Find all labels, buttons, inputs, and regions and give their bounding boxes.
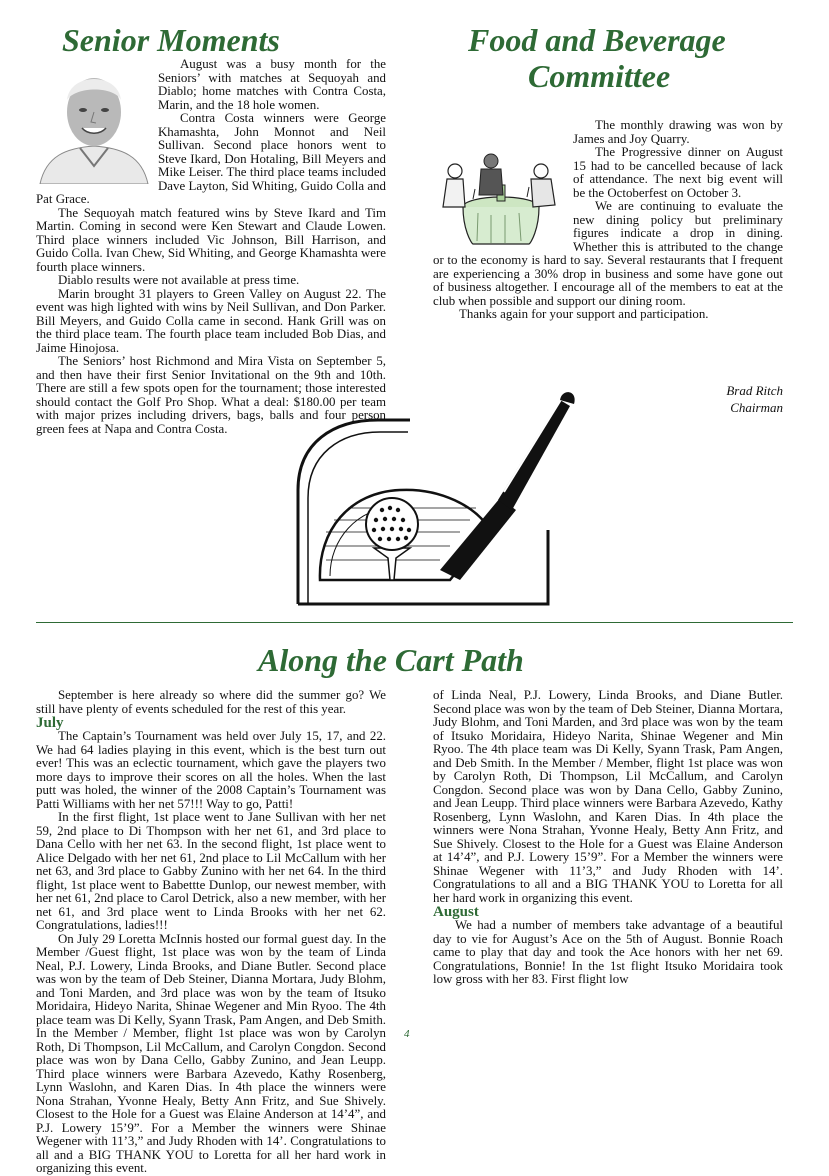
food-beverage-signature [603, 382, 783, 416]
paragraph: Contra Costa winners were George Khamashta, John Monnot and Neil Sullivan. Second place honors went to Steve Ikard, Don Hotaling, Bill Meyers and Mike Leiser. The third place teams included Dave Layton, Sid Whiting, Guido Colla and Pat Grace. [36, 111, 386, 206]
cart-path-intro: September is here already so where did the summer go? We still have plenty of events scheduled for the rest of this year. [36, 688, 386, 716]
food-beverage-article [433, 119, 783, 367]
paragraph: The Sequoyah match featured wins by Steve Ikard and Tim Martin. Coming in second were Ken Stewart and Claude Lowen. Third place winners included Vic Johnson, Bill Harrison, and Guido Colla. Ivan Chew, Sid Whiting, and George Khamashta were fourth place winners. [36, 205, 386, 274]
july-heading: July [36, 715, 64, 731]
paragraph: On July 29 Loretta McInnis hosted our formal guest day. In the Member /Guest flight, 1st place was won by the team of Linda Neal, P.J. Lowery, Linda Brooks, and Diane Butler. Second place was won by the team of Deb Steiner, Dianna Mortara, Judy Blohm, and Toni Marden, and 3rd place was won by the team of Itsuko Moridaira, Hideyo Narita, Shinae Wegener and Min Ryoo. The 4th place team was Di Kelly, Syann Trask, Pam Angen, and Deb Smith. In the Member / Member, flight 1st place was won by Carolyn Roth, Di Thompson, Lil McCallum, and Carolyn Congdon. Second place was won by Dana Cello, Gabby Zunino, and Jean Leupp. Third place winners were Barbara Azevedo, Kathy Rosenberg, Lynn Waslohn, and Karen Dias. In 4th place the winners were Nona Strahan, Yvonne Healy, Betty Ann Fritz, and Sue Shively. Closest to the Hole for a Guest was Elaine Anderson at 14’4”, and P.J. Lowery 15’9”. For a Member the winners were Shinae Wegener with 11’3,” and Judy Rhoden with 14’. Congratulations to all and a BIG THANK YOU to Loretta for all her hard work in organizing this event. [36, 931, 386, 1175]
signature-title: Chairman [730, 400, 783, 415]
august-heading: August [433, 904, 479, 920]
paragraph: The Seniors’ host Richmond and Mira Vista on September 5, and then have their first Senior Invitational on the 9th and 10th. There are still a few spots open for the tournament; those interested should contact the Golf Pro Shop. What a deal: $180.00 per team with major prizes including drivers, bags, balls and four person green fees at Napa and Contra Costa. [36, 354, 386, 436]
senior-moments-title: Senior Moments [62, 22, 280, 58]
golf-driver-illustration [290, 380, 580, 610]
paragraph: The Progressive dinner on August 15 had to be cancelled because of lack of attendance. The next big event will be the Octoberfest on October 3. [573, 145, 783, 200]
cart-path-title: Along the Cart Path [258, 642, 524, 678]
dinner-party-illustration [433, 149, 563, 245]
paragraph: Diablo results were not available at press time. [58, 273, 300, 287]
paragraph: August was a busy month for the Seniors’ with matches at Sequoyah and Diablo; home matches with Contra Costa, Marin, and the 18 hole women. [158, 57, 386, 112]
page-number: 4 [404, 1028, 410, 1040]
senior-portrait-photo [36, 60, 152, 184]
paragraph: of Linda Neal, P.J. Lowery, Linda Brooks, and Diane Butler. Second place was won by the team of Deb Steiner, Dianna Mortara, Judy Blohm, and Toni Marden, and 3rd place was won by the team of Itsuko Moridaira, Hideyo Narita, Shinae Wegener and Min Ryoo. The 4th place team was Di Kelly, Syann Trask, Pam Angen, and Deb Smith. In the Member / Member, flight 1st place was won by Carolyn Roth, Di Thompson, Lil McCallum, and Carolyn Congdon. Second place was won by Dana Cello, Gabby Zunino, and Jean Leupp. Third place winners were Barbara Azevedo, Kathy Rosenberg, Lynn Waslohn, and Karen Dias. In 4th place the winners were Nona Strahan, Yvonne Healy, Betty Ann Fritz, and Sue Shively. Closest to the Hole for a Guest was Elaine Anderson at 14’4”, and P.J. Lowery 15’9”. For a Member the winners were Shinae Wegener with 11’3,” and Judy Rhoden with 14’. Congratulations to all and a BIG THANK YOU to Loretta for all her hard work in organizing this event. [433, 688, 783, 905]
signature-name: Brad Ritch [726, 383, 783, 398]
paragraph: The Captain’s Tournament was held over July 15, 17, and 22. We had 64 ladies playing in this event, which is the best turn out ever! This was an eclectic tournament, which gave the players two more days to improve their scores on all the holes. When the last putt was holed, the winner of the 2008 Captain’s Tournament was Patti Williams with her net 57!!! Way to go, Patti! [36, 729, 386, 811]
cart-path-column-left [36, 688, 386, 1175]
cart-path-column-right [433, 689, 783, 1023]
paragraph: We are continuing to evaluate the new dining policy but preliminary figures indicate a drop in dining. Whether this is attributed to the change or to the economy is hard to say. Several restaurants that I frequent are experiencing a 30% drop in business and some have gone out of business altogether. I encourage all of the members to eat at the club when possible and support our dining room. [433, 199, 783, 308]
paragraph: In the first flight, 1st place went to Jane Sullivan with her net 59, 2nd place to Di Thompson with her net 61, and 3rd place to Dana Cello with her net 63. In the second flight, 1st place went to Alice Delgado with her net 61, 2nd place to Lil McCallum with her net 63, and 3rd place to Gabby Zunino with her net 64. In the third flight, 1st place went to Babettte Dunlop, our newest member, with her net 61, 2nd place to Carol Detrick, also a new member, with her net 61, and 3rd place went to Linda Brooks with her net 62. Congratulations, ladies!!! [36, 810, 386, 932]
food-beverage-title-line2: Committee [528, 58, 671, 94]
paragraph: The monthly drawing was won by James and Joy Quarry. [573, 118, 783, 146]
paragraph: We had a number of members take advantage of a beautiful day to vie for August’s Ace on the 5th of August. Bonnie Roach came to play that day and took the Ace honors with her net 69. Congratulations, Bonnie! In the 1st flight Itsuko Moridaira took low gross with her 83. First flight low [433, 918, 783, 986]
paragraph: Thanks again for your support and participation. [459, 307, 709, 321]
section-divider [36, 622, 793, 623]
paragraph: Marin brought 31 players to Green Valley on August 22. The event was high lighted with wins by Neil Sullivan, and Don Parker. Bill Meyers, and Guido Colla came in second. Hank Grill was on the third place team. The fourth place team included Bob Dias, and Jaime Hinojosa. [36, 286, 386, 355]
food-beverage-title-line1: Food and Beverage [468, 22, 726, 58]
